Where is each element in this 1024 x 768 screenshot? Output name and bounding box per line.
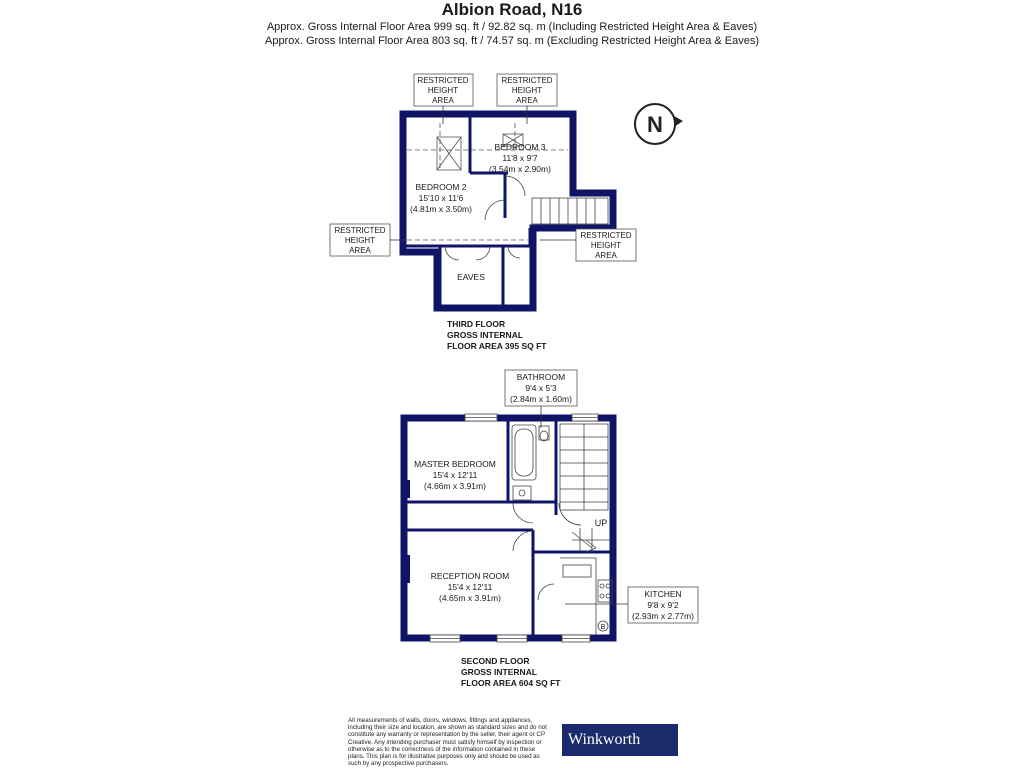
sink-icon xyxy=(513,486,531,500)
bedroom3-size-imperial: 11'8 x 9'7 xyxy=(502,153,538,163)
third-floor-caption-line1: THIRD FLOOR xyxy=(447,319,506,329)
second-floor-plan xyxy=(404,418,613,638)
stairs-up-label: UP xyxy=(594,518,608,528)
master-bedroom-name: MASTER BEDROOM xyxy=(414,459,496,469)
restricted-2-line1: RESTRICTED xyxy=(501,76,553,85)
second-floor-caption-line3: FLOOR AREA 604 SQ FT xyxy=(461,678,561,688)
gross-area-excluding: Approx. Gross Internal Floor Area 803 sq. ft / 74.57 sq. m (Excluding Restricted Height Area & Eaves) xyxy=(264,35,759,47)
third-floor-stairs xyxy=(532,198,608,224)
second-floor-inner-walls xyxy=(407,421,610,635)
restricted-callout-3 xyxy=(330,224,406,256)
bedroom2-size-imperial: 15'10 x 11'6 xyxy=(418,193,464,203)
kitchen-name: KITCHEN xyxy=(644,589,682,599)
north-compass-icon xyxy=(635,104,683,144)
reception-room-size-metric: (4.65m x 3.91m) xyxy=(439,593,501,603)
wall-fixture-2 xyxy=(404,555,410,583)
bathroom-name: BATHROOM xyxy=(516,372,566,382)
second-floor-caption xyxy=(461,656,561,688)
reception-room-size-imperial: 15'4 x 12'11 xyxy=(447,582,493,592)
eaves-label: EAVES xyxy=(457,272,485,282)
bedroom2-size-metric: (4.81m x 3.50m) xyxy=(410,204,472,214)
bedroom3-size-metric: (3.54m x 2.90m) xyxy=(489,164,551,174)
gross-area-including: Approx. Gross Internal Floor Area 999 sq. ft / 92.82 sq. m (Including Restricted Height Area & Eaves) xyxy=(266,21,758,33)
second-floor-windows xyxy=(430,414,598,642)
bathroom-size-metric: (2.84m x 1.60m) xyxy=(510,394,572,404)
master-bedroom-size-imperial: 15'4 x 12'11 xyxy=(432,470,478,480)
kitchen-size-imperial: 9'8 x 9'2 xyxy=(647,600,679,610)
restricted-3-line1: RESTRICTED xyxy=(334,226,386,235)
bedroom2-label xyxy=(410,182,472,214)
winkworth-logo: Winkworth xyxy=(562,724,678,756)
kitchen-sink-icon xyxy=(563,565,591,577)
reception-room-label xyxy=(431,571,509,603)
restricted-4-line1: RESTRICTED xyxy=(580,231,632,240)
bedroom2-name: BEDROOM 2 xyxy=(415,182,467,192)
third-floor-caption-line2: GROSS INTERNAL xyxy=(447,330,524,340)
wall-fixture xyxy=(404,480,410,498)
reception-room-name: RECEPTION ROOM xyxy=(430,571,510,581)
master-bedroom-size-metric: (4.66m x 3.91m) xyxy=(424,481,486,491)
restricted-callout-4 xyxy=(540,229,636,261)
third-floor-caption-line3: FLOOR AREA 395 SQ FT xyxy=(447,341,547,351)
restricted-3-line3: AREA xyxy=(349,246,371,255)
disclaimer-text: All measurements of walls, doors, windows, fittings and appliances, including their size and location, are shown as standard sizes and do not constitute any warranty or representation by the seller, their agent or CP Creative. Any intending purchaser must satisfy himself by inspection or otherwise as to the correctness of the information contained in these plans. This plan is for illustrative purposes only and should be used as such by any prospective purchasers. xyxy=(348,717,547,768)
restricted-4-line2: HEIGHT xyxy=(590,241,622,250)
bedroom3-label xyxy=(489,142,551,174)
restricted-2-line3: AREA xyxy=(516,96,538,105)
boiler-label: B xyxy=(600,624,606,631)
second-floor-caption-line1: SECOND FLOOR xyxy=(461,656,530,666)
plan-title: Albion Road, N16 xyxy=(441,0,583,19)
restricted-1-line2: HEIGHT xyxy=(427,86,459,95)
restricted-3-line2: HEIGHT xyxy=(344,236,376,245)
restricted-4-line3: AREA xyxy=(595,251,617,260)
bathroom-fixtures xyxy=(512,425,549,500)
third-floor-caption xyxy=(447,319,547,351)
bedroom3-name: BEDROOM 3 xyxy=(494,142,546,152)
kitchen-callout xyxy=(565,587,698,623)
kitchen-size-metric: (2.93m x 2.77m) xyxy=(632,611,694,621)
restricted-1-line1: RESTRICTED xyxy=(417,76,469,85)
second-floor-stairs xyxy=(560,424,610,552)
restricted-2-line2: HEIGHT xyxy=(511,86,543,95)
master-bedroom-label xyxy=(414,459,496,491)
restricted-1-line3: AREA xyxy=(432,96,454,105)
compass-letter: N xyxy=(647,112,663,137)
bathroom-size-imperial: 9'4 x 5'3 xyxy=(525,383,557,393)
second-floor-caption-line2: GROSS INTERNAL xyxy=(461,667,538,677)
